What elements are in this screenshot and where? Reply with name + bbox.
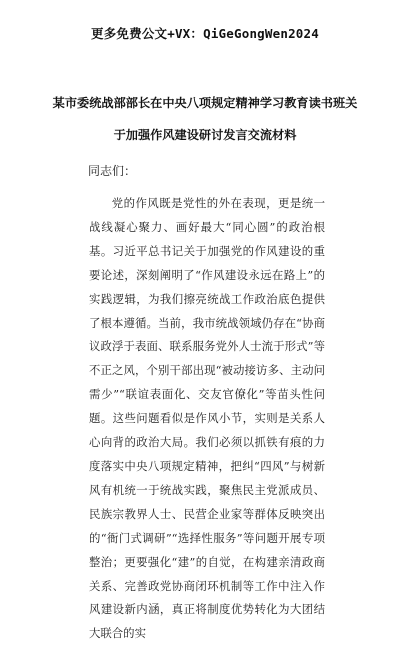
salutation: 同志们： (88, 164, 137, 178)
document-title-line-2: 于加强作风建设研讨发言交流材料 (113, 128, 297, 142)
watermark-banner: 更多免费公文+VX：QiGeGongWen2024 (91, 26, 319, 41)
document-title-line-1: 某市委统战部部长在中央八项规定精神学习教育读书班关 (52, 96, 358, 110)
body-paragraph: 党的作风既是党性的外在表现，更是统一战线凝心聚力、画好最大“同心圆”的政治根基。习近平总书记关于加强党的作风建设的重要论述，深刻阐明了“作风建设永远在路上”的实践逻辑，为我们擦亮统战工作政治底色提供了根本遵循。当前，我市统战领域仍存在“协商议政浮于表面、联系服务党外人士流于形式”等不正之风，个别干部出现“被动接访多、主动问需少”“联谊表面化、交友官僚化”等苗头性问题。这些问题看似是作风小节，实则是关系人心向背的政治大局。我们必须以抓铁有痕的力度落实中央八项规定精神，把纠“四风”与树新风有机统一于统战实践，聚焦民主党派成员、民族宗教界人士、民营企业家等群体反映突出的“衙门式调研”“选择性服务”等问题开展专项整治；更要强化“建”的自觉，在构建亲清政商关系、完善政党协商闭环机制等工作中注入作风建设新内涵，真正将制度优势转化为大团结大联合的实 (89, 196, 325, 641)
